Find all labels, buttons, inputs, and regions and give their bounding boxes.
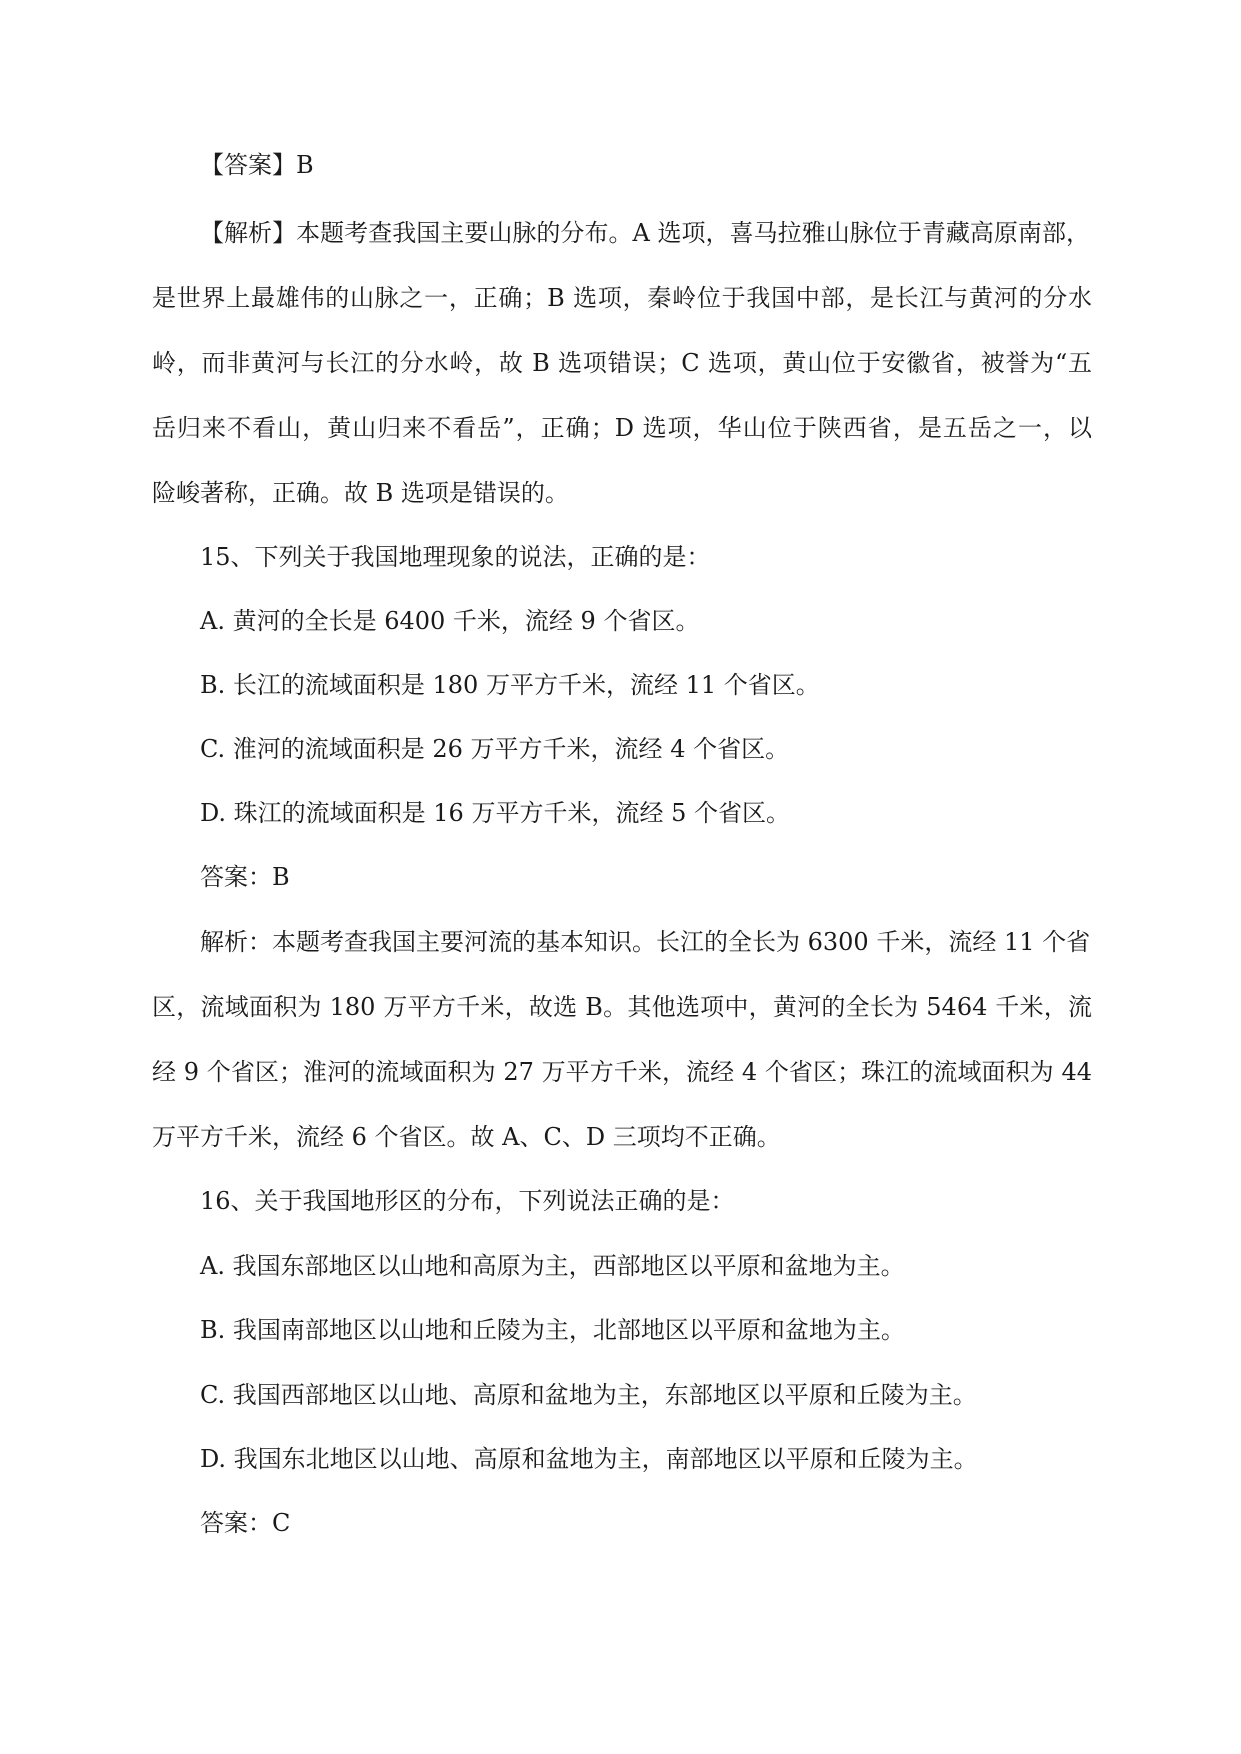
q15-answer: 答案：B [200,863,290,891]
q15-option-c: C. 淮河的流域面积是 26 万平方千米，流经 4 个省区。 [200,735,790,763]
q16-option-b: B. 我国南部地区以山地和丘陵为主，北部地区以平原和盆地为主。 [200,1316,905,1344]
q16-option-a: A. 我国东部地区以山地和高原为主，西部地区以平原和盆地为主。 [200,1252,905,1280]
q15-question: 15、下列关于我国地理现象的说法，正确的是： [200,543,711,571]
q15-option-d: D. 珠江的流域面积是 16 万平方千米，流经 5 个省区。 [200,799,790,827]
q14-analysis-line: 【解析】本题考查我国主要山脉的分布。A 选项，喜马拉雅山脉位于青藏高原南部， [200,219,1090,247]
q14-analysis-line: 岳归来不看山，黄山归来不看岳”，正确；D 选项，华山位于陕西省，是五岳之一，以 [152,414,1092,442]
q15-option-a: A. 黄河的全长是 6400 千米，流经 9 个省区。 [200,607,700,635]
q15-analysis-line: 区，流域面积为 180 万平方千米，故选 B。其他选项中，黄河的全长为 5464 千米，流 [152,993,1092,1021]
q16-answer: 答案：C [200,1509,291,1537]
q14-analysis-line: 险峻著称，正确。故 B 选项是错误的。 [152,479,569,507]
q14-analysis-line: 岭，而非黄河与长江的分水岭，故 B 选项错误；C 选项，黄山位于安徽省，被誉为“五 [152,349,1092,377]
q16-option-d: D. 我国东北地区以山地、高原和盆地为主，南部地区以平原和丘陵为主。 [200,1445,978,1473]
q15-analysis-line: 解析：本题考查我国主要河流的基本知识。长江的全长为 6300 千米，流经 11 个省 [200,928,1091,956]
q15-analysis-line: 万平方千米，流经 6 个省区。故 A、C、D 三项均不正确。 [152,1123,781,1151]
q14-analysis-line: 是世界上最雄伟的山脉之一，正确；B 选项，秦岭位于我国中部，是长江与黄河的分水 [152,284,1092,312]
q15-analysis-line: 经 9 个省区；淮河的流域面积为 27 万平方千米，流经 4 个省区；珠江的流域面积为 44 [152,1058,1092,1086]
q14-answer: 【答案】B [200,151,314,179]
q16-question: 16、关于我国地形区的分布，下列说法正确的是： [200,1187,735,1215]
q16-option-c: C. 我国西部地区以山地、高原和盆地为主，东部地区以平原和丘陵为主。 [200,1381,977,1409]
q15-option-b: B. 长江的流域面积是 180 万平方千米，流经 11 个省区。 [200,671,820,699]
